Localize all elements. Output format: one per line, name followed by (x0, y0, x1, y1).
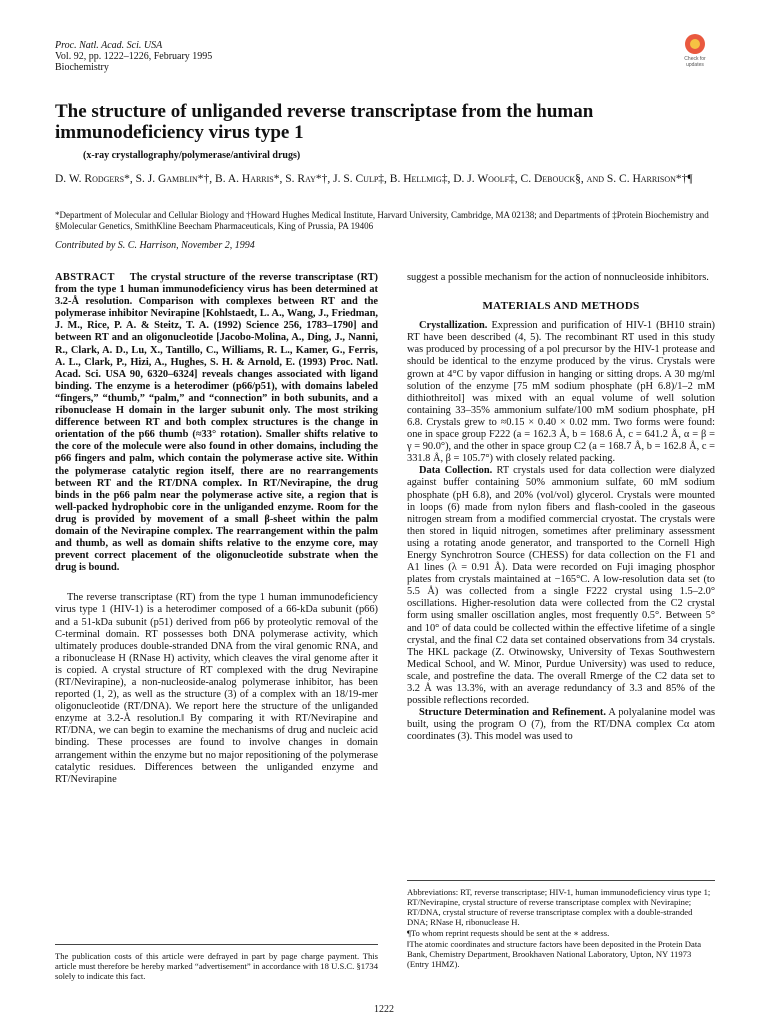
footnote-coordinates: ‖The atomic coordinates and structure factors have been deposited in the Protein Data Bank, Chemistry Department, Brookhaven National Laboratory, Upton, NY 11973 (Entry 1HMZ). (407, 939, 702, 969)
check-for-updates-badge[interactable] (678, 34, 712, 70)
abstract (55, 272, 378, 574)
journal-section: Biochemistry (55, 62, 109, 73)
footnote-abbreviations: Abbreviations: RT, reverse transcriptase; HIV-1, human immunodeficiency virus type 1; RT/Nevirapine, crystal structure of reverse transcriptase complex with Nevirapine; RT/DNA, crystal structure of reverse transcriptase complex with a double-stranded DNA; RNase H, ribonuclease H. (407, 887, 711, 927)
keywords: (x-ray crystallography/polymerase/antiviral drugs) (83, 150, 301, 161)
journal-volume: Vol. 92, pp. 1222–1226, February 1995 (55, 51, 213, 62)
affiliations: *Department of Molecular and Cellular Biology and †Howard Hughes Medical Institute, Harvard University, Cambridge, MA 02138; and Departments of ‡Protein Biochemistry and §Molecular Genetics, SmithKline Beecham Pharmaceuticals, King of Prussia, PA 19406 (55, 210, 709, 231)
page-number: 1222 (374, 1004, 394, 1015)
article-title: The structure of unliganded reverse transcriptase from the human immunodeficiency virus type 1 (55, 101, 594, 143)
journal-header (55, 40, 212, 73)
data-collection-heading: Data Collection. (419, 465, 493, 477)
intro-paragraph: The reverse transcriptase (RT) from the type 1 human immunodeficiency virus type 1 (HIV-1) is a heterodimer composed of a 66-kDa subunit (p66) and a 51-kDa subunit (p51) derived from p66 by proteolytic removal of the C-terminal domain. RT possesses both DNA polymerase activity, which ultimately produces double-stranded DNA from the viral genomic RNA, and a ribonuclease H (RNase H) activity, which cleaves the viral genome after it is copied. A crystal structure of RT complexed with the drug Nevirapine (RT/Nevirapine), a non-nucleoside-analog polymerase inhibitor, has been reported (1, 2), as well as the structure (3) of a complex with an 18/19-mer oligonucleotide (RT/DNA). We report here the structure of the unliganded enzyme at 3.2-Å resolution.‖ By comparing it with RT/Nevirapine and RT/DNA, we can begin to examine the mechanisms of drug and nucleic acid binding. These processes are found to involve changes in domain arrangement within the enzyme but no major repositioning of the polymerase catalytic residues. Differences between the unliganded enzyme and RT/Nevirapine (55, 592, 378, 785)
structure-text: A polyalanine model was built, using the program O (7), from the RT/DNA complex Cα atom coordinates (3). This model was used to (407, 707, 715, 743)
left-column (55, 272, 378, 786)
data-collection-text: RT crystals used for data collection were dialyzed against buffer containing 50% ammonium sulfate, 60 mM sodium phosphate (pH 6.8), and 20% (vol/vol) glycerol. Crystals were mounted in loops (6) made from nylon fibers and flash-cooled in the gaseous nitrogen stream from a modified commercial cryostat. The crystals were then stored in liquid nitrogen, sometimes after preliminary assessment using a rotating anode generator, and transported to the Cornell High Energy Synchrotron Source (CHESS) for data collection on the F1 and A1 lines (λ = 0.91 Å). Data were recorded on Fuji imaging phosphor plates from crystals maintained at −165°C. A low-resolution data set (to 5.5 Å) was collected from a single F222 crystal using 1.5–2.0° oscillations. Higher-resolution data were collected from the C2 crystal form using smaller oscillation angles, most frequently 0.5°. Between 5° and 10° of data could be collected within the effective lifetime of a single crystal, and the final C2 data set contained observations from 34 crystals. The HKL package (Z. Otwinowsky, University of Texas Southwestern Medical School, and W. Minor, Purdue University) was used to reduce, scale, and postrefine the data. The overall Rmerge of the C2 data set to 3.2 Å was 13.3%, with an average redundancy of 3.3 and 85% of the possible reflections recorded. (407, 465, 715, 707)
methods-heading: MATERIALS AND METHODS (482, 300, 640, 313)
structure-heading: Structure Determination and Refinement. (419, 707, 606, 719)
crystallization-paragraph (407, 320, 715, 465)
author-list: D. W. Rodgers*, S. J. Gamblin*†, B. A. Harris*, S. Ray*†, J. S. Culp‡, B. Hellmig‡, D. J. Woolf‡, C. Debouck§, and S. C. Harrison*†¶ (55, 173, 693, 185)
journal-name: Proc. Natl. Acad. Sci. USA (55, 40, 163, 51)
right-footnotes (407, 880, 715, 970)
footnote-reprints: ¶To whom reprint requests should be sent at the ∗ address. (407, 928, 610, 938)
abstract-label: ABSTRACT (55, 272, 115, 283)
badge-label: Check for updates (684, 56, 706, 68)
publication-cost-footnote: The publication costs of this article were defrayed in part by page charge payment. This article must therefore be hereby marked “advertisement” in accordance with 18 U.S.C. §1734 solely to indicate this fact. (55, 944, 378, 981)
crystallization-heading: Crystallization. (419, 320, 488, 332)
right-intro-continuation: suggest a possible mechanism for the action of nonnucleoside inhibitors. (407, 272, 709, 283)
abstract-text: The crystal structure of the reverse transcriptase (RT) from the type 1 human immunodeficiency virus has been determined at 3.2-Å resolution. Comparison with complexes between RT and the polymerase inhibitor Nevirapine [Kohlstaedt, L. A., Wang, J., Friedman, J. M., Rice, P. A. & Steitz, T. A. (1992) Science 256, 1783–1790] and between RT and an oligonucleotide [Jacobo-Molina, A., Ding, J., Nanni, R., Clark, A. D., Lu, X., Tantillo, C., Williams, R. L., Kamer, G., Ferris, A. L., Clark, P., Hizi, A., Hughes, S. H. & Arnold, E. (1993) Proc. Natl. Acad. Sci. USA 90, 6320–6324] reveals changes associated with ligand binding. The enzyme is a heterodimer (p66/p51), with domains labeled “fingers,” “thumb,” “palm,” and “connection” in both subunits, and a ribonuclease H domain in the larger subunit only. The most striking difference between RT and both complex structures is the change in orientation of the p66 thumb (≈33° rotation). Smaller shifts relative to the core of the molecule were also found in other domains, including the p66 fingers and palm, which contain the polymerase active site. Within the polymerase catalytic region itself, there are no rearrangements between RT and the RT/DNA complex. In RT/Nevirapine, the drug binds in the p66 palm near the polymerase active site, a region that is well-packed hydrophobic core in the unliganded enzyme. Room for the drug is provided by movement of a small β-sheet within the palm domain of the Nevirapine complex. The rearrangement within the palm and thumb, as well as domain shifts relative to the enzyme core, may prevent correct placement of the oligonucleotide substrate when the drug is bound. (55, 272, 379, 574)
crystallization-text: Expression and purification of HIV-1 (BH10 strain) RT have been described (4, 5). The recombinant RT used in this study was produced by processing of a pol precursor by the HIV-1 protease and should be identical to the enzyme produced by the virus. Crystals were grown at 4°C by vapor diffusion in hanging or sitting drops. A 30 mg/ml solution of the enzyme [75 mM sodium phosphate (pH 6.8)/1–2 mM dithiothreitol] was mixed with an equal volume of well solution containing 33–35% ammonium sulfate/100 mM sodium phosphate, pH 6.8. Crystals grew to ≈0.15 × 0.40 × 0.02 mm. Two forms were found: one in space group F222 (a = 162.3 Å, b = 168.6 Å, c = 641.2 Å, α = β = γ = 90.0°), and the other in space group C2 (a = 168.7 Å, b = 162.8 Å, c = 331.8 Å, β = 105.7°) with closely related packing. (407, 320, 715, 465)
structure-paragraph (407, 707, 715, 743)
data-collection-paragraph (407, 465, 715, 707)
right-column (407, 272, 715, 743)
contributed-by: Contributed by S. C. Harrison, November 2, 1994 (55, 240, 255, 251)
crossmark-icon (685, 34, 705, 54)
